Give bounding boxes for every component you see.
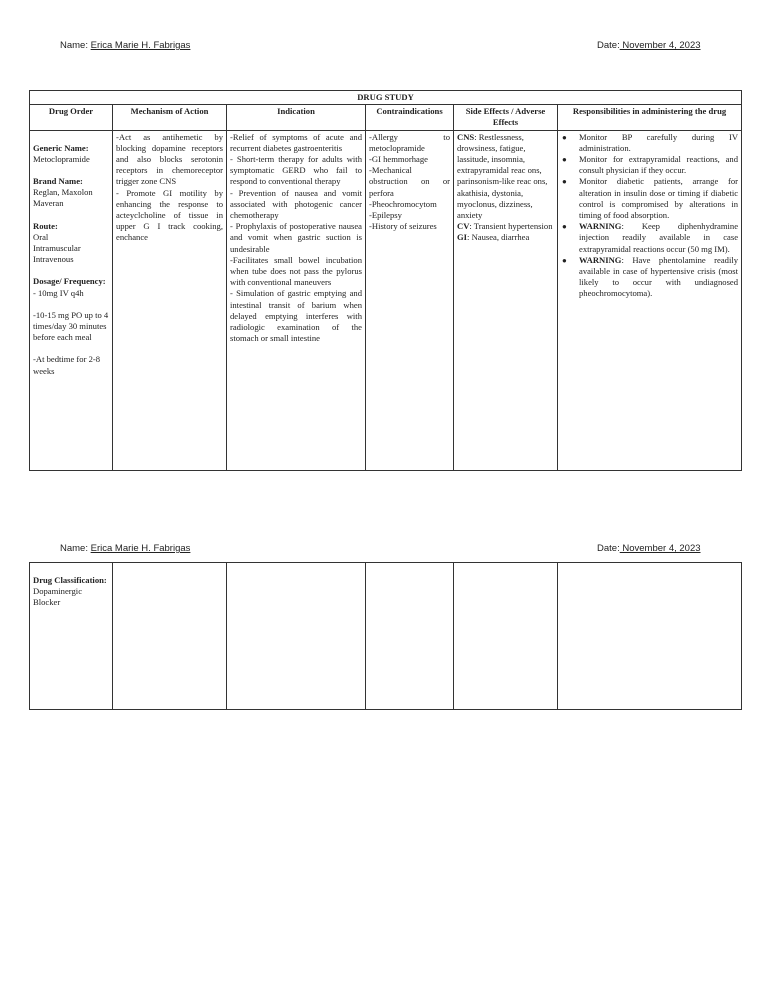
dosage-label: Dosage/ Frequency: xyxy=(33,276,106,287)
indication-item: - Simulation of gastric emptying and intestinal transit of barium when delayed emptying interferes with radiologic examination of the stomach or small intestine xyxy=(230,288,362,344)
col-header-mechanism: Mechanism of Action xyxy=(113,105,227,130)
indication-cell xyxy=(227,130,366,470)
responsibility-item xyxy=(561,255,738,300)
contraindications-cell xyxy=(366,130,454,470)
responsibility-text: : Keep diphenhydramine injection readily available in case extrapyramidal reactions occur (50 mg IM). xyxy=(579,221,739,254)
classification-value: Dopaminergic Blocker xyxy=(33,586,83,608)
responsibility-item xyxy=(561,132,738,154)
cv-label: CV xyxy=(457,221,470,232)
name-line xyxy=(60,40,190,51)
contraindication-item: -Mechanical obstruction on or perfora xyxy=(369,165,450,198)
date-label: Date: xyxy=(597,40,620,51)
date-label: Date: xyxy=(597,543,620,554)
drug-study-table xyxy=(29,90,742,471)
route-item: Intravenous xyxy=(33,254,74,265)
classification-label: Drug Classification: xyxy=(33,575,107,585)
indication-item: - Prevention of nausea and vomit associated with photogenic cancer chemotherapy xyxy=(230,187,362,221)
dosage-item: -10-15 mg PO up to 4 times/day 30 minutes before each meal xyxy=(33,309,109,343)
mechanism-cell xyxy=(113,130,227,470)
indication-item: -Relief of symptoms of acute and recurrent diabetes gastroenteritis xyxy=(230,131,362,153)
responsibility-item xyxy=(561,176,738,221)
responsibility-text: Monitor diabetic patients, arrange for alteration in insulin dose or timing if diabetic control is compromised by alterations in timing of food absorption. xyxy=(579,176,739,221)
responsibilities-cell xyxy=(558,130,742,470)
responsibility-item xyxy=(561,221,738,255)
side-effect-cv xyxy=(457,221,554,232)
responsibility-item xyxy=(561,154,738,176)
name-label: Name: xyxy=(60,543,91,554)
route-label: Route: xyxy=(33,220,58,231)
gi-text: : Nausea, diarrhea xyxy=(467,232,530,243)
side-effect-cns xyxy=(457,132,554,222)
brand-name: Reglan, Maxolon Maveran xyxy=(33,187,93,209)
side-effects-cell xyxy=(454,130,558,470)
generic-name-label: Generic Name: xyxy=(33,142,89,153)
date-line-2 xyxy=(597,543,701,554)
contraindication-item: -Pheochromocytom xyxy=(369,198,437,209)
mechanism-item: -Act as antihemetic by blocking dopamine receptors and also blocks serotonin receptors in chemoreceptor trigger zone CNS xyxy=(116,131,223,187)
empty-cell xyxy=(366,563,454,710)
route-item: Oral xyxy=(33,231,49,242)
responsibility-text: Monitor for extrapyramidal reactions, and consult physician if they occur. xyxy=(579,154,739,176)
drug-order-cell xyxy=(30,130,113,470)
warning-label: WARNING xyxy=(579,221,622,232)
brand-name-label: Brand Name: xyxy=(33,176,83,187)
empty-cell xyxy=(558,563,742,710)
student-name: Erica Marie H. Fabrigas xyxy=(90,543,191,554)
dosage-item: -At bedtime for 2-8 weeks xyxy=(33,354,101,376)
date-value: November 4, 2023 xyxy=(619,543,701,554)
col-header-responsibilities: Responsibilities in administering the drug xyxy=(558,105,742,130)
col-header-indication: Indication xyxy=(227,105,366,130)
indication-item: - Prophylaxis of postoperative nausea and vomit when gastric suction is undesirable xyxy=(230,221,362,254)
cns-label: CNS xyxy=(457,131,475,142)
empty-cell xyxy=(113,563,227,710)
cv-text: : Transient hypertension xyxy=(469,221,553,232)
empty-cell xyxy=(454,563,558,710)
contraindication-item: -Epilepsy xyxy=(369,210,402,221)
responsibility-text: : Have phentolamine readily available in case of hypertensive crisis (most likely to occur with undiagnosed pheochromocytoma). xyxy=(579,254,739,299)
gi-label: GI xyxy=(457,232,468,243)
col-header-contraindications: Contraindications xyxy=(366,105,454,130)
warning-label: WARNING xyxy=(579,254,622,265)
dosage-item: - 10mg IV q4h xyxy=(33,287,84,298)
name-line-2 xyxy=(60,543,190,554)
empty-cell xyxy=(227,563,366,710)
date-line xyxy=(597,40,701,51)
classification-cell xyxy=(30,563,113,710)
contraindication-item: -Allergy to metoclopramide xyxy=(369,131,450,153)
route-item: Intramuscular xyxy=(33,243,81,254)
contraindication-item: -GI hemmorhage xyxy=(369,154,428,165)
responsibilities-list xyxy=(561,132,738,300)
col-header-side-effects: Side Effects / Adverse Effects xyxy=(454,105,558,130)
responsibility-text: Monitor BP carefully during IV administration. xyxy=(579,131,739,153)
drug-study-table-continued xyxy=(29,562,742,710)
indication-item: - Short-term therapy for adults with symptomatic GERD who fail to respond to conventional therapy xyxy=(230,154,362,187)
cns-text: : Restlessness, drowsiness, fatigue, lassitude, insomnia, extrapyramidal reac ons, parinsonism-like reac ons, akathisia, dystonia, myoclonus, dizziness, anxiety xyxy=(457,131,548,221)
side-effect-gi xyxy=(457,232,554,243)
col-header-drug-order: Drug Order xyxy=(30,105,113,130)
indication-item: -Facilitates small bowel incubation when tube does not pass the pylorus with conventional maneuvers xyxy=(230,254,362,288)
name-label: Name: xyxy=(60,40,91,51)
date-value: November 4, 2023 xyxy=(619,40,701,51)
contraindication-item: -History of seizures xyxy=(369,221,437,232)
table-title: DRUG STUDY xyxy=(30,91,742,105)
student-name: Erica Marie H. Fabrigas xyxy=(90,40,191,51)
generic-name: Metoclopramide xyxy=(33,153,90,164)
mechanism-item: - Promote GI motility by enhancing the response to acteyclcholine of tissue in upper G I track cooking, enchance xyxy=(116,187,223,243)
